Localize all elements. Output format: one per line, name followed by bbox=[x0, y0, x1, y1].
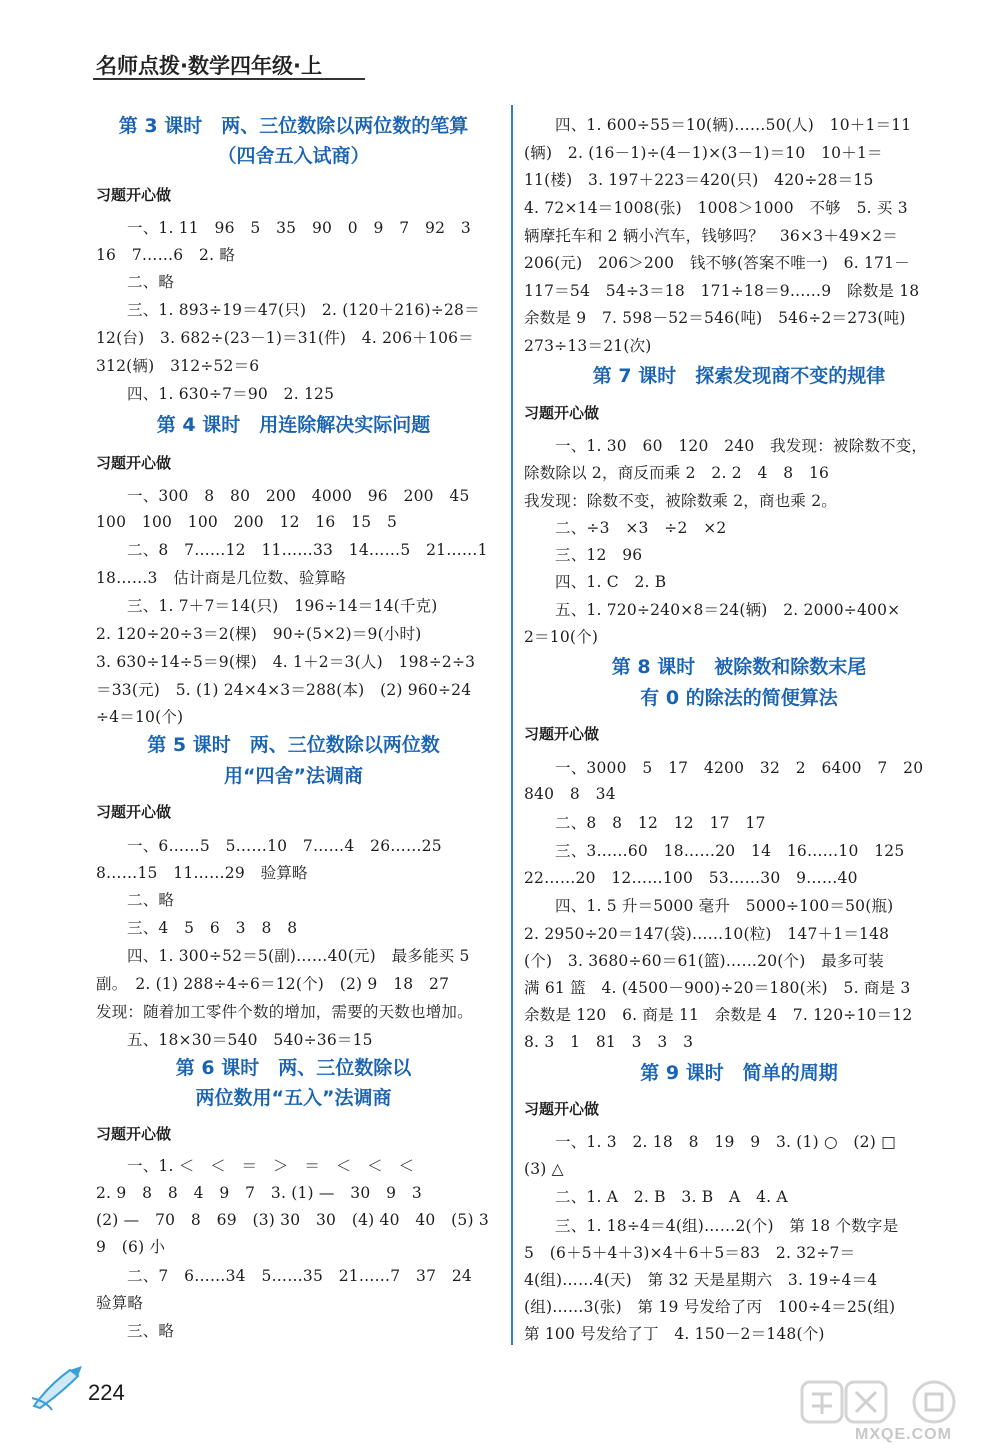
answer-line: 三、12 96 bbox=[555, 546, 643, 564]
answer-line: 验算略 bbox=[96, 1294, 144, 1312]
exercise-heading: 习题开心做 bbox=[524, 404, 600, 422]
answer-line: 8. 3 1 81 3 3 3 bbox=[524, 1033, 694, 1051]
answer-line: 五、1. 720÷240×8＝24(辆) 2. 2000÷400× bbox=[555, 601, 901, 619]
answer-line: 18……3 估计商是几位数、验算略 bbox=[96, 569, 346, 587]
answer-line: 二、8 7……12 11……33 14……5 21……1 bbox=[127, 541, 488, 559]
answer-line: 五、18×30＝540 540÷36＝15 bbox=[127, 1031, 373, 1049]
answer-line: 206(元) 206＞200 钱不够(答案不唯一) 6. 171－ bbox=[524, 254, 910, 272]
lesson-3-subtitle: （四舍五入试商） bbox=[217, 145, 370, 167]
answer-line: 四、1. 300÷52＝5(副)……40(元) 最多能买 5 bbox=[127, 947, 470, 965]
exercise-heading: 习题开心做 bbox=[524, 1100, 600, 1118]
answer-line: 一、1. 3 2. 18 8 19 9 3. (1) ○ (2) □ bbox=[555, 1133, 896, 1151]
lesson-8-subtitle: 有 0 的除法的简便算法 bbox=[640, 687, 838, 709]
answer-line: (辆) 2. (16－1)÷(4－1)×(3－1)＝10 10＋1＝ bbox=[524, 144, 883, 162]
answer-line: 3. 630÷14÷5＝9(棵) 4. 1＋2＝3(人) 198÷2÷3 bbox=[96, 653, 476, 671]
answer-line: 840 8 34 bbox=[524, 785, 616, 803]
answer-line: 一、1. 11 96 5 35 90 0 9 7 92 3 bbox=[127, 219, 471, 237]
answer-line: 一、6……5 5……10 7……4 26……25 bbox=[127, 837, 442, 855]
exercise-heading: 习题开心做 bbox=[96, 1125, 172, 1143]
answer-line: 16 7……6 2. 略 bbox=[96, 246, 236, 264]
answer-line: 四、1. 5 升＝5000 毫升 5000÷100＝50(瓶) bbox=[555, 897, 894, 915]
pencil-decoration-icon bbox=[30, 1362, 90, 1412]
answer-line: 二、1. A 2. B 3. B A 4. A bbox=[555, 1188, 788, 1206]
exercise-heading: 习题开心做 bbox=[524, 725, 600, 743]
lesson-8-title: 第 8 课时 被除数和除数末尾 bbox=[611, 656, 867, 678]
answer-line: 11(楼) 3. 197＋223＝420(只) 420÷28＝15 bbox=[524, 171, 874, 189]
answer-line: 满 61 篮 4. (4500－900)÷20＝180(米) 5. 商是 3 bbox=[524, 979, 911, 997]
answer-line: 四、1. 600÷55＝10(辆)……50(人) 10＋1＝11 bbox=[555, 116, 912, 134]
exercise-heading: 习题开心做 bbox=[96, 454, 172, 472]
answer-line: 一、3000 5 17 4200 32 2 6400 7 20 bbox=[555, 759, 924, 777]
exercise-heading: 习题开心做 bbox=[96, 186, 172, 204]
answer-line: 4. 72×14＝1008(张) 1008＞1000 不够 5. 买 3 bbox=[524, 199, 908, 217]
answer-line: 100 100 100 200 12 16 15 5 bbox=[96, 513, 398, 531]
answer-line: 273÷13＝21(次) bbox=[524, 337, 652, 355]
answer-line: ＝33(元) 5. (1) 24×4×3＝288(本) (2) 960÷24 bbox=[96, 681, 472, 699]
answer-line: (组)……3(张) 第 19 号发给了丙 100÷4＝25(组) bbox=[524, 1298, 896, 1316]
answer-line: ÷4＝10(个) bbox=[96, 708, 184, 726]
answer-line: 二、8 8 12 12 17 17 bbox=[555, 814, 766, 832]
lesson-4-title: 第 4 课时 用连除解决实际问题 bbox=[156, 414, 431, 436]
answer-line: 一、1. ＜ ＜ ＝ ＞ ＝ ＜ ＜ ＜ bbox=[127, 1157, 415, 1175]
watermark-logo-icon bbox=[800, 1378, 980, 1426]
answer-line: (个) 3. 3680÷60＝61(篮)……20(个) 最多可装 bbox=[524, 952, 885, 970]
lesson-5-subtitle: 用“四舍”法调商 bbox=[224, 765, 363, 787]
answer-line: 辆摩托车和 2 辆小汽车，钱够吗？ 36×3＋49×2＝ bbox=[524, 227, 898, 245]
answer-line: 三、略 bbox=[127, 1322, 175, 1340]
answer-line: 2. 120÷20÷3＝2(棵) 90÷(5×2)＝9(小时) bbox=[96, 625, 422, 643]
exercise-heading: 习题开心做 bbox=[96, 803, 172, 821]
lesson-7-title: 第 7 课时 探索发现商不变的规律 bbox=[592, 365, 886, 387]
answer-line: 22……20 12……100 53……30 9……40 bbox=[524, 869, 858, 887]
lesson-3-title: 第 3 课时 两、三位数除以两位数的笔算 bbox=[118, 115, 469, 137]
answer-line: 余数是 120 6. 商是 11 余数是 4 7. 120÷10＝12 bbox=[524, 1006, 913, 1024]
answer-line: 二、÷3 ×3 ÷2 ×2 bbox=[555, 519, 727, 537]
answer-line: 二、略 bbox=[127, 891, 175, 909]
answer-line: 除数除以 2，商反而乘 2 2. 2 4 8 16 bbox=[524, 464, 830, 482]
header-underline bbox=[93, 78, 365, 80]
answer-line: 三、4 5 6 3 8 8 bbox=[127, 919, 298, 937]
answer-line: 5 (6＋5＋4＋3)×4＋6＋5＝83 2. 32÷7＝ bbox=[524, 1244, 856, 1262]
answer-line: 三、1. 7＋7＝14(只) 196÷14＝14(千克) bbox=[127, 597, 438, 615]
answer-line: 三、1. 893÷19＝47(只) 2. (120＋216)÷28＝ bbox=[127, 301, 480, 319]
answer-line: 8……15 11……29 验算略 bbox=[96, 864, 308, 882]
answer-line: 第 100 号发给了丁 4. 150－2＝148(个) bbox=[524, 1325, 825, 1343]
watermark-text: MXQE.COM bbox=[855, 1426, 952, 1443]
lesson-5-title: 第 5 课时 两、三位数除以两位数 bbox=[147, 734, 440, 756]
answer-line: 4(组)……4(天) 第 32 天是星期六 3. 19÷4＝4 bbox=[524, 1271, 878, 1289]
answer-line: 二、7 6……34 5……35 21……7 37 24 bbox=[127, 1267, 472, 1285]
answer-line: 312(辆) 312÷52＝6 bbox=[96, 357, 260, 375]
answer-line: 12(台) 3. 682÷(23－1)＝31(件) 4. 206＋106＝ bbox=[96, 329, 474, 347]
answer-line: 2. 9 8 8 4 9 7 3. (1) — 30 9 3 bbox=[96, 1184, 422, 1202]
answer-line: 余数是 9 7. 598－52＝546(吨) 546÷2＝273(吨) bbox=[524, 309, 906, 327]
answer-line: 副。 2. (1) 288÷4÷6＝12(个) (2) 9 18 27 bbox=[96, 975, 450, 993]
book-header-title: 名师点拨·数学四年级·上 bbox=[96, 54, 322, 78]
answer-line: 四、1. 630÷7＝90 2. 125 bbox=[127, 385, 335, 403]
page-number: 224 bbox=[88, 1380, 125, 1405]
answer-line: (2) — 70 8 69 (3) 30 30 (4) 40 40 (5) 3 bbox=[96, 1211, 489, 1229]
answer-line: 2＝10(个) bbox=[524, 628, 599, 646]
answer-line: 一、1. 30 60 120 240 我发现：被除数不变， bbox=[555, 437, 928, 455]
lesson-9-title: 第 9 课时 简单的周期 bbox=[640, 1062, 838, 1084]
answer-line: 我发现：除数不变，被除数乘 2，商也乘 2。 bbox=[524, 492, 837, 510]
answer-line: 三、3……60 18……20 14 16……10 125 bbox=[555, 842, 905, 860]
lesson-6-subtitle: 两位数用“五入”法调商 bbox=[195, 1087, 392, 1109]
answer-line: (3) △ bbox=[524, 1160, 564, 1178]
answer-line: 三、1. 18÷4＝4(组)……2(个) 第 18 个数字是 bbox=[555, 1217, 899, 1235]
answer-line: 一、300 8 80 200 4000 96 200 45 bbox=[127, 487, 470, 505]
answer-line: 117＝54 54÷3＝18 171÷18＝9……9 除数是 18 bbox=[524, 282, 920, 300]
answer-line: 二、略 bbox=[127, 273, 175, 291]
lesson-6-title: 第 6 课时 两、三位数除以 bbox=[175, 1057, 412, 1079]
answer-line: 发现：随着加工零件个数的增加，需要的天数也增加。 bbox=[96, 1003, 473, 1021]
answer-line: 2. 2950÷20＝147(袋)……10(粒) 147＋1＝148 bbox=[524, 925, 890, 943]
answer-line: 四、1. C 2. B bbox=[555, 573, 667, 591]
answer-line: 9 (6) 小 bbox=[96, 1238, 166, 1256]
